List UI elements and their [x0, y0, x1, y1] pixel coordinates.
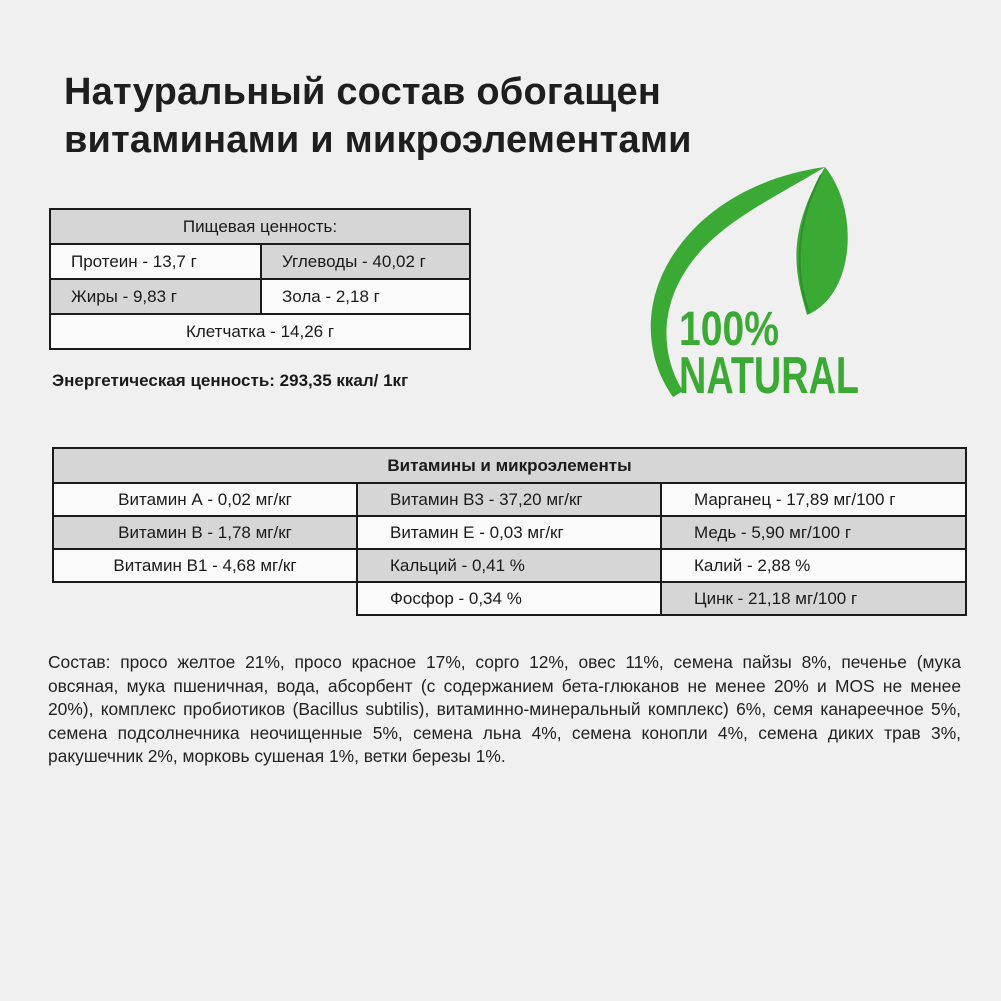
vitamin-b3: Витамин В3 - 37,20 мг/кг [357, 483, 661, 516]
phosphorus: Фосфор - 0,34 % [357, 582, 661, 615]
title-line-1: Натуральный состав обогащен [64, 71, 661, 113]
title-line-2: витаминами и микроэлементами [64, 119, 692, 161]
table-row [53, 582, 966, 615]
badge-percent: 100% [679, 303, 779, 356]
potassium: Калий - 2,88 % [661, 549, 966, 582]
vitamins-header: Витамины и микроэлементы [53, 448, 966, 483]
vitamin-b1: Витамин В1 - 4,68 мг/кг [53, 549, 357, 582]
natural-badge [645, 165, 870, 405]
vitamin-e: Витамин Е - 0,03 мг/кг [357, 516, 661, 549]
composition-text: Состав: просо желтое 21%, просо красное 17%, сорго 12%, овес 11%, семена пайзы 8%, печенье (мука овсяная, мука пшеничная, вода, абсорбент (с содержанием бета-глюканов не менее 20% и MOS не менее 20%), комплекс пробиотиков (Bacillus subtilis), витаминно-минеральный комплекс) 6%, семя канареечное 5%, семена подсолнечника неочищенные 5%, семена льна 4%, семена конопли 4%, семена диких трав 3%, ракушечник 2%, морковь сушеная 1%, ветки березы 1%. [48, 652, 961, 766]
nutrition-header: Пищевая ценность: [50, 209, 470, 244]
copper: Медь - 5,90 мг/100 г [661, 516, 966, 549]
table-row [53, 483, 966, 516]
table-row [53, 516, 966, 549]
vitamin-b: Витамин В - 1,78 мг/кг [53, 516, 357, 549]
nutrition-fiber: Клетчатка - 14,26 г [50, 314, 470, 349]
nutrition-protein: Протеин - 13,7 г [50, 244, 261, 279]
nutrition-ash: Зола - 2,18 г [261, 279, 470, 314]
badge-word: NATURAL [679, 347, 859, 405]
nutrition-fat: Жиры - 9,83 г [50, 279, 261, 314]
nutrition-carbs: Углеводы - 40,02 г [261, 244, 470, 279]
calcium: Кальций - 0,41 % [357, 549, 661, 582]
table-row [53, 549, 966, 582]
nutrition-table [49, 208, 471, 350]
energy-value: Энергетическая ценность: 293,35 ккал/ 1кг [52, 371, 409, 390]
page-title [64, 68, 864, 164]
zinc: Цинк - 21,18 мг/100 г [661, 582, 966, 615]
manganese: Марганец - 17,89 мг/100 г [661, 483, 966, 516]
empty-cell [53, 582, 357, 615]
vitamin-a: Витамин А - 0,02 мг/кг [53, 483, 357, 516]
vitamins-table [52, 447, 967, 616]
